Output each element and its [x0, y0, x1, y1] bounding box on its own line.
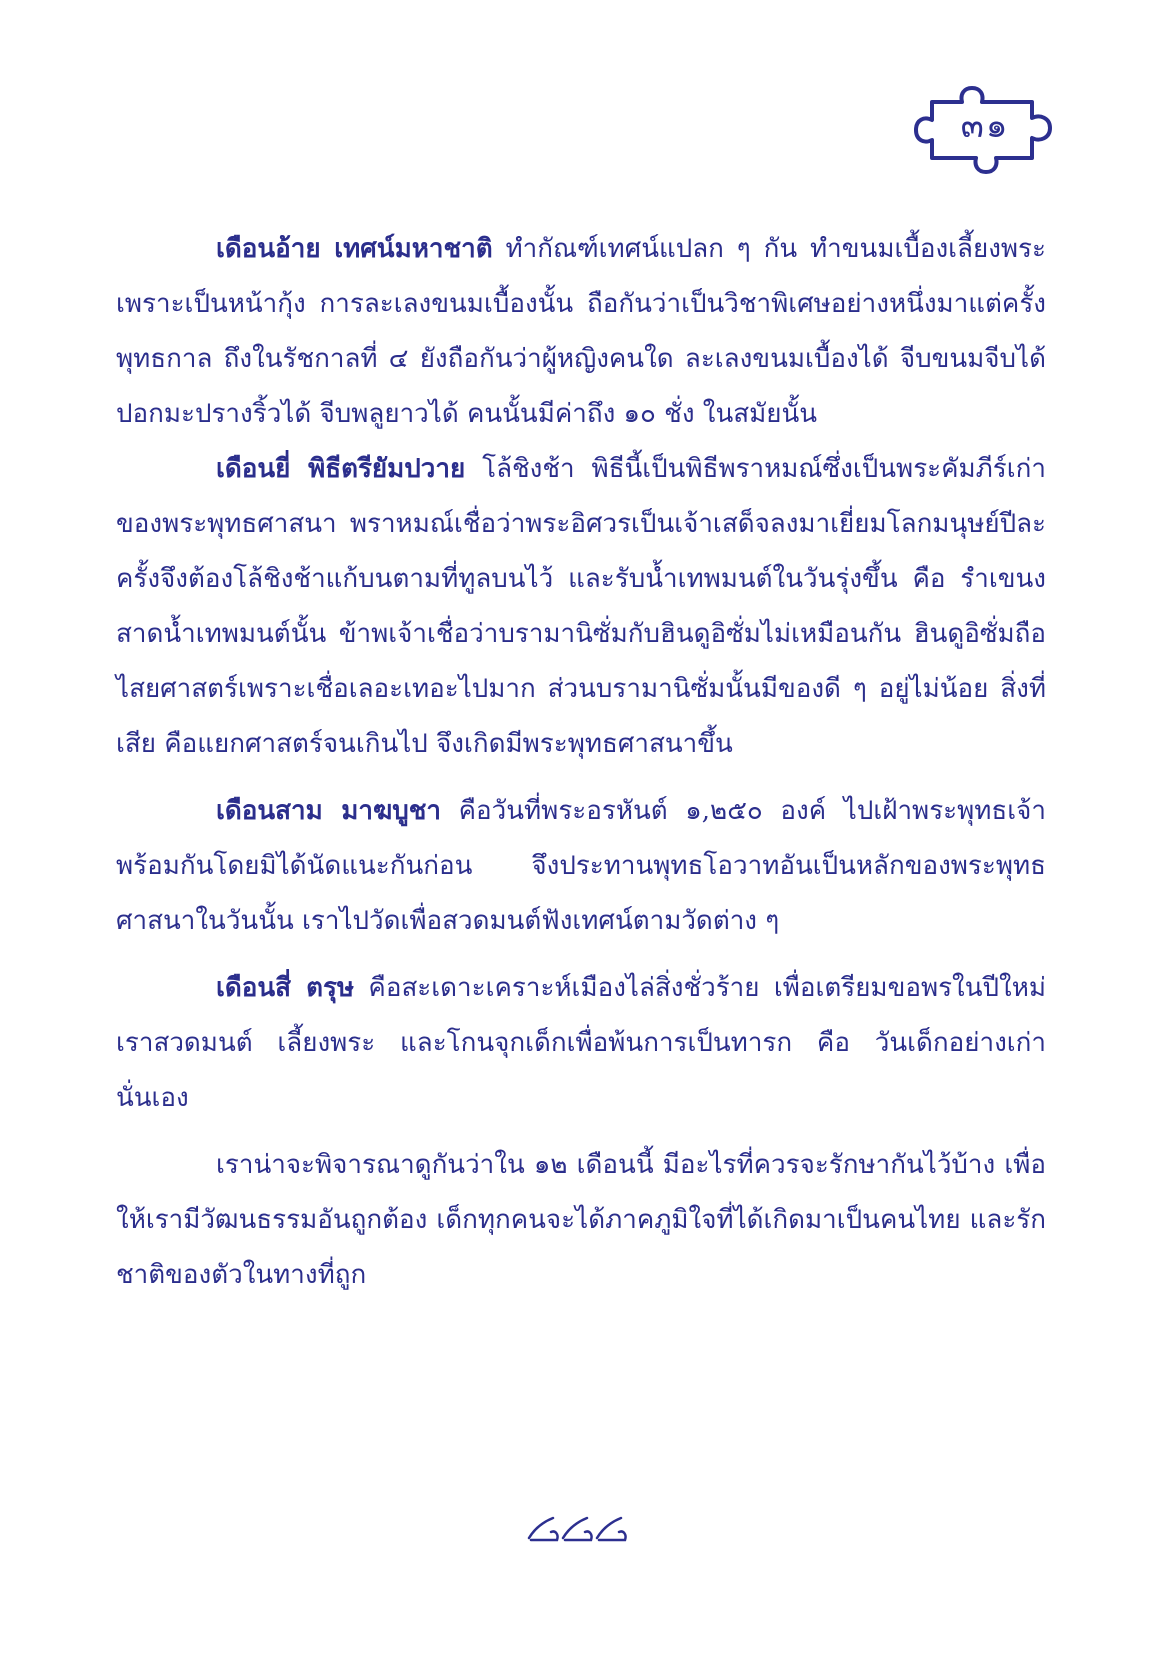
paragraph-month-3: [116, 784, 1046, 949]
paragraph-month-4: [116, 961, 1046, 1126]
paragraph-lead: เดือนสาม มาฆบูชา: [216, 796, 441, 826]
page-number-badge: [910, 82, 1060, 174]
paragraph-body: ทำกัณฑ์เทศน์แปลก ๆ กัน ทำขนมเบื้องเลี้ยงพระเพราะเป็นหน้ากุ้ง การละเลงขนมเบื้องนั้น ถือกันว่าเป็นวิชาพิเศษอย่างหนึ่งมาแต่ครั้งพุทธกาล ถึงในรัชกาลที่ ๔ ยังถือกันว่าผู้หญิงคนใด ละเลงขนมเบื้องได้ จีบขนมจีบได้ ปอกมะปรางริ้วได้ จีบพลูยาวได้ คนนั้นมีค่าถึง ๑๐ ชั่ง ในสมัยนั้น: [116, 234, 1046, 429]
paragraph-month-1: [116, 222, 1046, 442]
paragraph-body: เราน่าจะพิจารณาดูกันว่าใน ๑๒ เดือนนี้ มีอะไรที่ควรจะรักษากันไว้บ้าง เพื่อให้เรามีวัฒนธรรมอันถูกต้อง เด็กทุกคนจะได้ภาคภูมิใจที่ได้เกิดมาเป็นคนไทย และรักชาติของตัวในทางที่ถูก: [116, 1150, 1046, 1290]
page-number: ๓๑: [960, 106, 1010, 146]
paragraph-body: โล้ชิงช้า พิธีนี้เป็นพิธีพราหมณ์ซึ่งเป็นพระคัมภีร์เก่าของพระพุทธศาสนา พราหมณ์เชื่อว่าพระอิศวรเป็นเจ้าเสด็จลงมาเยี่ยมโลกมนุษย์ปีละครั้งจึงต้องโล้ชิงช้าแก้บนตามที่ทูลบนไว้ และรับน้ำเทพมนต์ในวันรุ่งขึ้น คือ รำเขนงสาดน้ำเทพมนต์นั้น ข้าพเจ้าเชื่อว่าบรามานิซั่มกับฮินดูอิซั่มไม่เหมือนกัน ฮินดูอิซั่มถือไสยศาสตร์เพราะเชื่อเลอะเทอะไปมาก ส่วนบรามานิซั่มนั้นมีของดี ๆ อยู่ไม่น้อย สิ่งที่เสีย คือแยกศาสตร์จนเกินไป จึงเกิดมีพระพุทธศาสนาขึ้น: [116, 454, 1046, 759]
footer-ornament: [525, 1510, 635, 1546]
body-text: [116, 222, 1046, 1303]
paragraph-lead: เดือนอ้าย เทศน์มหาชาติ: [216, 234, 493, 264]
paragraph-body: คือวันที่พระอรหันต์ ๑,๒๕๐ องค์ ไปเฝ้าพระพุทธเจ้าพร้อมกันโดยมิได้นัดแนะกันก่อน จึงประทานพุทธโอวาทอันเป็นหลักของพระพุทธศาสนาในวันนั้น เราไปวัดเพื่อสวดมนต์ฟังเทศน์ตามวัดต่าง ๆ: [116, 796, 1046, 936]
paragraph-conclusion: [116, 1138, 1046, 1303]
paragraph-body: คือสะเดาะเคราะห์เมืองไล่สิ่งชั่วร้าย เพื่อเตรียมขอพรในปีใหม่ เราสวดมนต์ เลี้ยงพระ และโกนจุกเด็กเพื่อพ้นการเป็นทารก คือ วันเด็กอย่างเก่านั่นเอง: [116, 973, 1047, 1113]
paragraph-month-2: [116, 442, 1046, 772]
paragraph-lead: เดือนยี่ พิธีตรียัมปวาย: [216, 454, 466, 484]
paragraph-lead: เดือนสี่ ตรุษ: [216, 973, 355, 1003]
pen-ornament-icon: [525, 1510, 635, 1546]
